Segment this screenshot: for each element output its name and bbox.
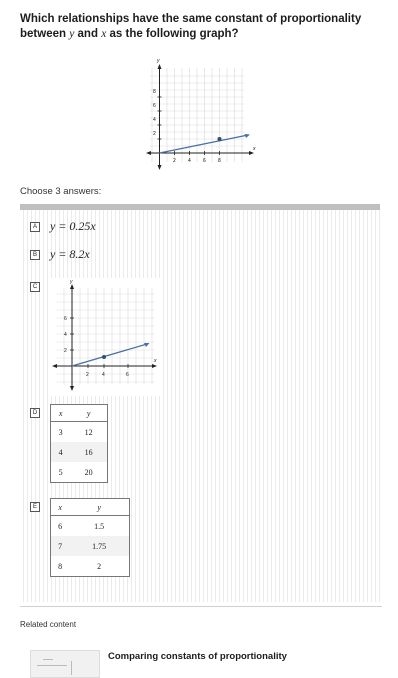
option-d-table [50, 404, 108, 483]
table-cell: 7 [51, 536, 70, 556]
x-tick-label: 4 [102, 372, 105, 378]
y-tick-label: 2 [153, 131, 156, 137]
x-tick-label: 8 [218, 158, 221, 164]
y-tick-label: 2 [64, 348, 67, 354]
x-axis-label: x [154, 358, 157, 364]
option-b[interactable] [30, 246, 90, 262]
line-arrow [245, 134, 251, 138]
question-part3: as the following graph? [109, 28, 239, 40]
option-a-letter: A [30, 222, 40, 232]
question-part2: and [77, 28, 98, 40]
y-tick-label: 6 [64, 316, 67, 322]
option-e[interactable] [30, 498, 130, 577]
question-part1: Which relationships have the same constant of proportionality between [20, 13, 362, 40]
x-tick-label: 2 [86, 372, 89, 378]
choose-label: Choose 3 answers: [20, 186, 102, 197]
table-row [51, 556, 130, 577]
table-cell: 12 [84, 427, 93, 437]
table-cell: 1.75 [69, 536, 129, 556]
table-row [51, 536, 130, 556]
variable-y: y [69, 28, 75, 40]
table-header: x [51, 499, 70, 516]
question-graph [140, 56, 260, 178]
x-axis-arrow-left [146, 151, 151, 155]
table-cell: 6 [58, 521, 63, 531]
y-axis-arrow [158, 64, 162, 69]
x-tick-label: 6 [126, 372, 129, 378]
option-c[interactable] [30, 278, 162, 396]
x-tick-label: 4 [188, 158, 191, 164]
option-a[interactable] [30, 218, 96, 234]
variable-x: x [101, 28, 107, 40]
answer-choices [20, 210, 380, 602]
table-row [51, 422, 108, 443]
option-d-letter: D [30, 408, 40, 418]
table-cell: 4 [51, 442, 71, 462]
table-cell: 20 [84, 467, 93, 477]
y-tick-label: 6 [153, 103, 156, 109]
option-b-letter: B [30, 250, 40, 260]
x-axis-arrow [152, 364, 157, 368]
x-axis-arrow-left [52, 364, 57, 368]
y-axis-label: y [70, 279, 73, 285]
option-a-equation: y = 0.25x [50, 219, 96, 233]
data-point [218, 137, 222, 141]
section-divider [20, 606, 382, 607]
y-tick-label: 8 [153, 89, 156, 95]
y-tick-label: 4 [153, 117, 156, 123]
option-c-letter: C [30, 282, 40, 292]
y-axis-arrow-down [70, 386, 74, 391]
table-cell: 5 [58, 467, 63, 477]
table-cell: 16 [70, 442, 107, 462]
grid-lines [150, 68, 244, 162]
y-axis-label: y [157, 58, 160, 64]
y-axis-arrow-down [158, 165, 162, 170]
table-header: y [69, 499, 129, 516]
table-cell: 8 [58, 561, 63, 571]
y-tick-label: 4 [64, 332, 67, 338]
data-point [102, 355, 106, 359]
table-cell: 2 [97, 561, 102, 571]
table-cell: 3 [58, 427, 63, 437]
table-cell: 1.5 [94, 521, 105, 531]
table-header: y [70, 405, 107, 422]
option-e-letter: E [30, 502, 40, 512]
x-tick-label: 2 [173, 158, 176, 164]
option-b-equation: y = 8.2x [50, 247, 90, 261]
question-text [20, 12, 388, 42]
option-d[interactable] [30, 404, 108, 483]
table-header: x [51, 405, 71, 422]
option-e-table [50, 498, 130, 577]
related-content-label: Related content [20, 620, 77, 629]
option-c-graph [50, 278, 162, 396]
table-row [51, 462, 108, 483]
related-content-link[interactable]: Comparing constants of proportionality [108, 651, 287, 662]
x-axis-label: x [253, 146, 256, 152]
table-row [51, 516, 130, 537]
related-video-thumbnail[interactable] [30, 650, 100, 678]
x-tick-label: 6 [203, 158, 206, 164]
table-row [51, 442, 108, 462]
